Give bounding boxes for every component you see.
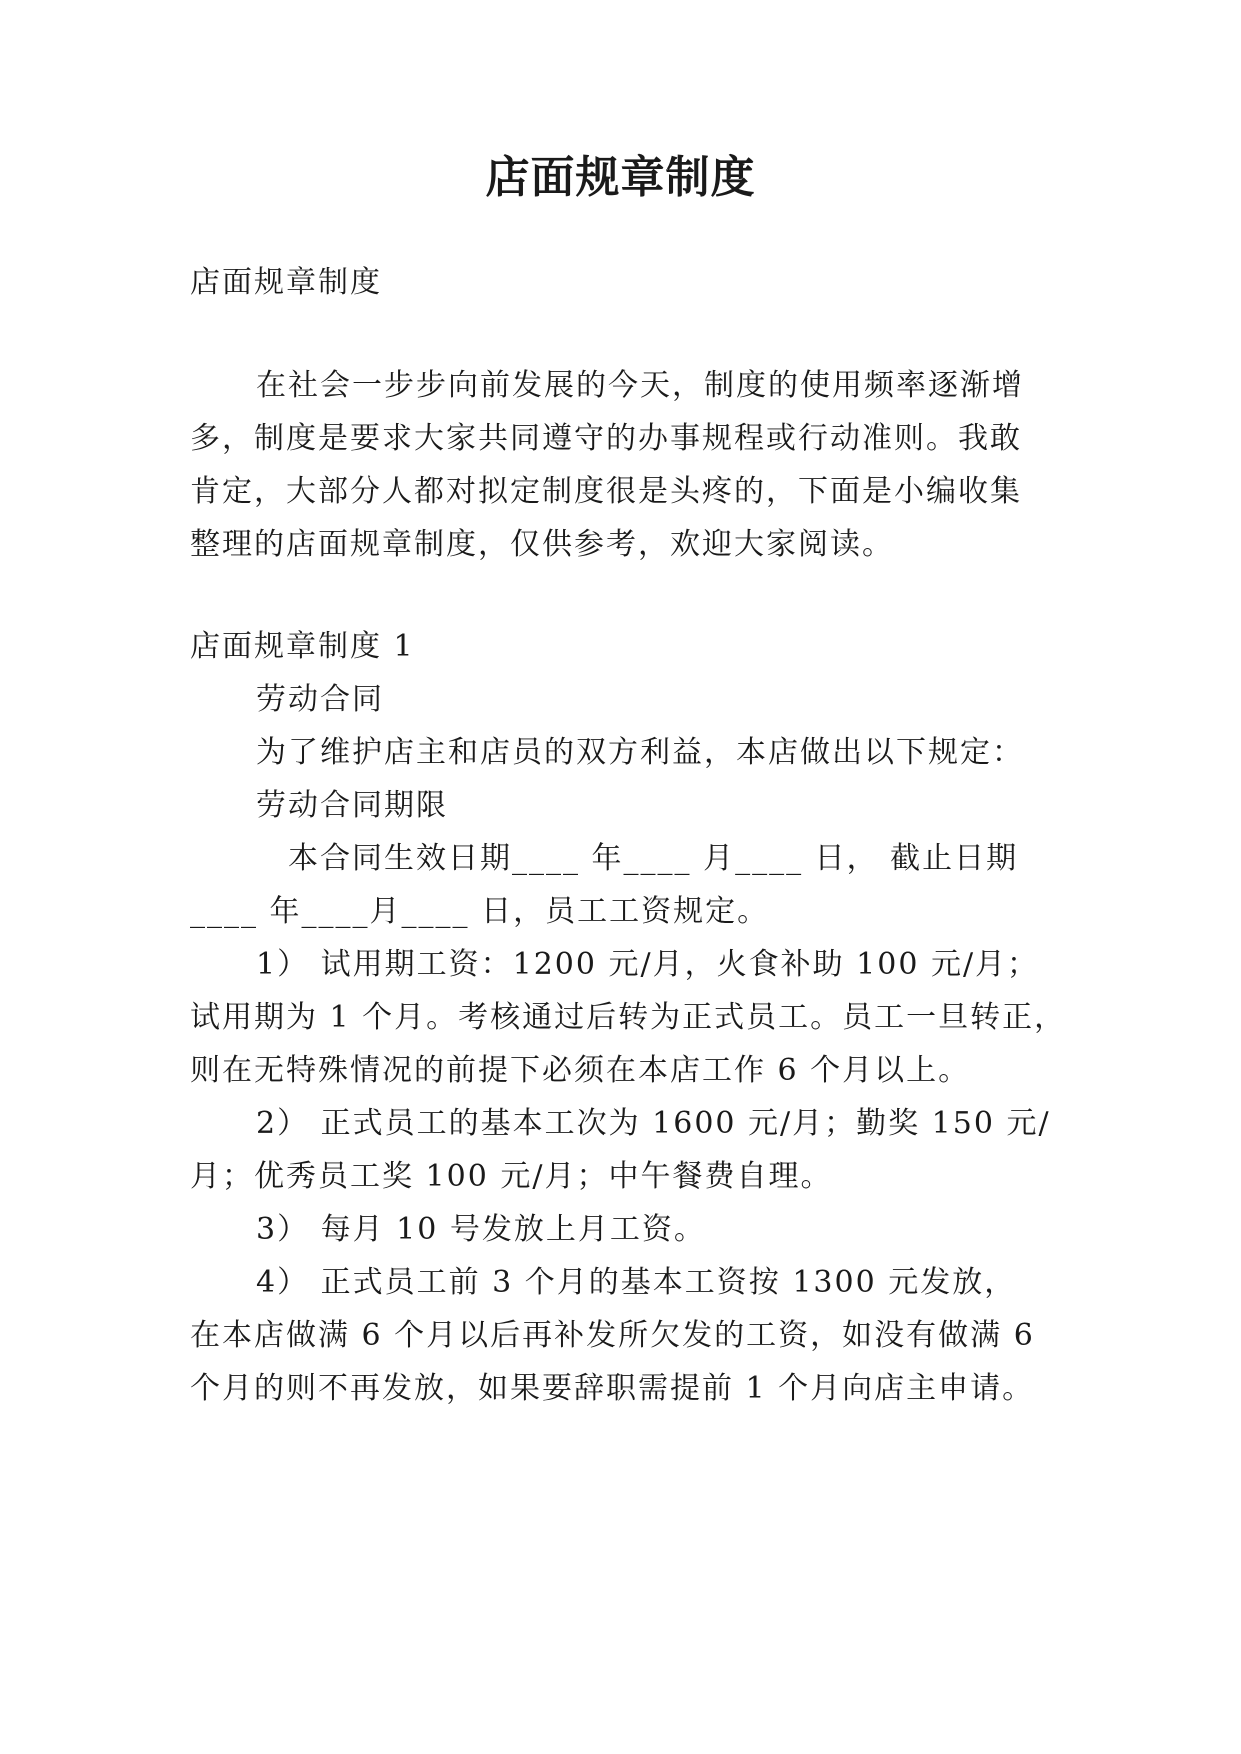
intro-line: 在社会一步步向前发展的今天，制度的使用频率逐渐增	[256, 368, 1024, 403]
contract-heading: 劳动合同	[256, 682, 384, 717]
rule-1-line: 1） 试用期工资：1200 元/月，火食补助 100 元/月；	[256, 947, 1040, 982]
rule-3-line: 3） 每月 10 号发放上月工资。	[256, 1212, 706, 1247]
rule-4-line: 4） 正式员工前 3 个月的基本工资按 1300 元发放，	[256, 1265, 1017, 1300]
rule-4-line: 在本店做满 6 个月以后再补发所欠发的工资，如没有做满 6	[190, 1318, 1035, 1353]
document-subtitle: 店面规章制度	[190, 265, 382, 300]
term-heading: 劳动合同期限	[256, 788, 448, 823]
section-title: 店面规章制度 1	[190, 629, 415, 664]
rule-4-line: 个月的则不再发放，如果要辞职需提前 1 个月向店主申请。	[190, 1371, 1035, 1406]
intro-line: 肯定，大部分人都对拟定制度很是头疼的，下面是小编收集	[190, 474, 1022, 509]
intro-line: 多，制度是要求大家共同遵守的办事规程或行动准则。我敢	[190, 421, 1022, 456]
rule-1-line: 试用期为 1 个月。考核通过后转为正式员工。员工一旦转正，	[190, 1000, 1067, 1035]
rule-2-line: 2） 正式员工的基本工次为 1600 元/月；勤奖 150 元/	[256, 1106, 1051, 1141]
contract-purpose: 为了维护店主和店员的双方利益，本店做出以下规定：	[256, 735, 1024, 770]
document-title: 店面规章制度	[485, 152, 756, 203]
term-line: ____ 年____月____ 日，员工工资规定。	[190, 894, 770, 929]
rule-2-line: 月；优秀员工奖 100 元/月；中午餐费自理。	[190, 1159, 833, 1194]
term-line: 本合同生效日期____ 年____ 月____ 日， 截止日期	[288, 841, 1019, 876]
intro-line: 整理的店面规章制度，仅供参考，欢迎大家阅读。	[190, 527, 894, 562]
rule-1-line: 则在无特殊情况的前提下必须在本店工作 6 个月以上。	[190, 1053, 971, 1088]
